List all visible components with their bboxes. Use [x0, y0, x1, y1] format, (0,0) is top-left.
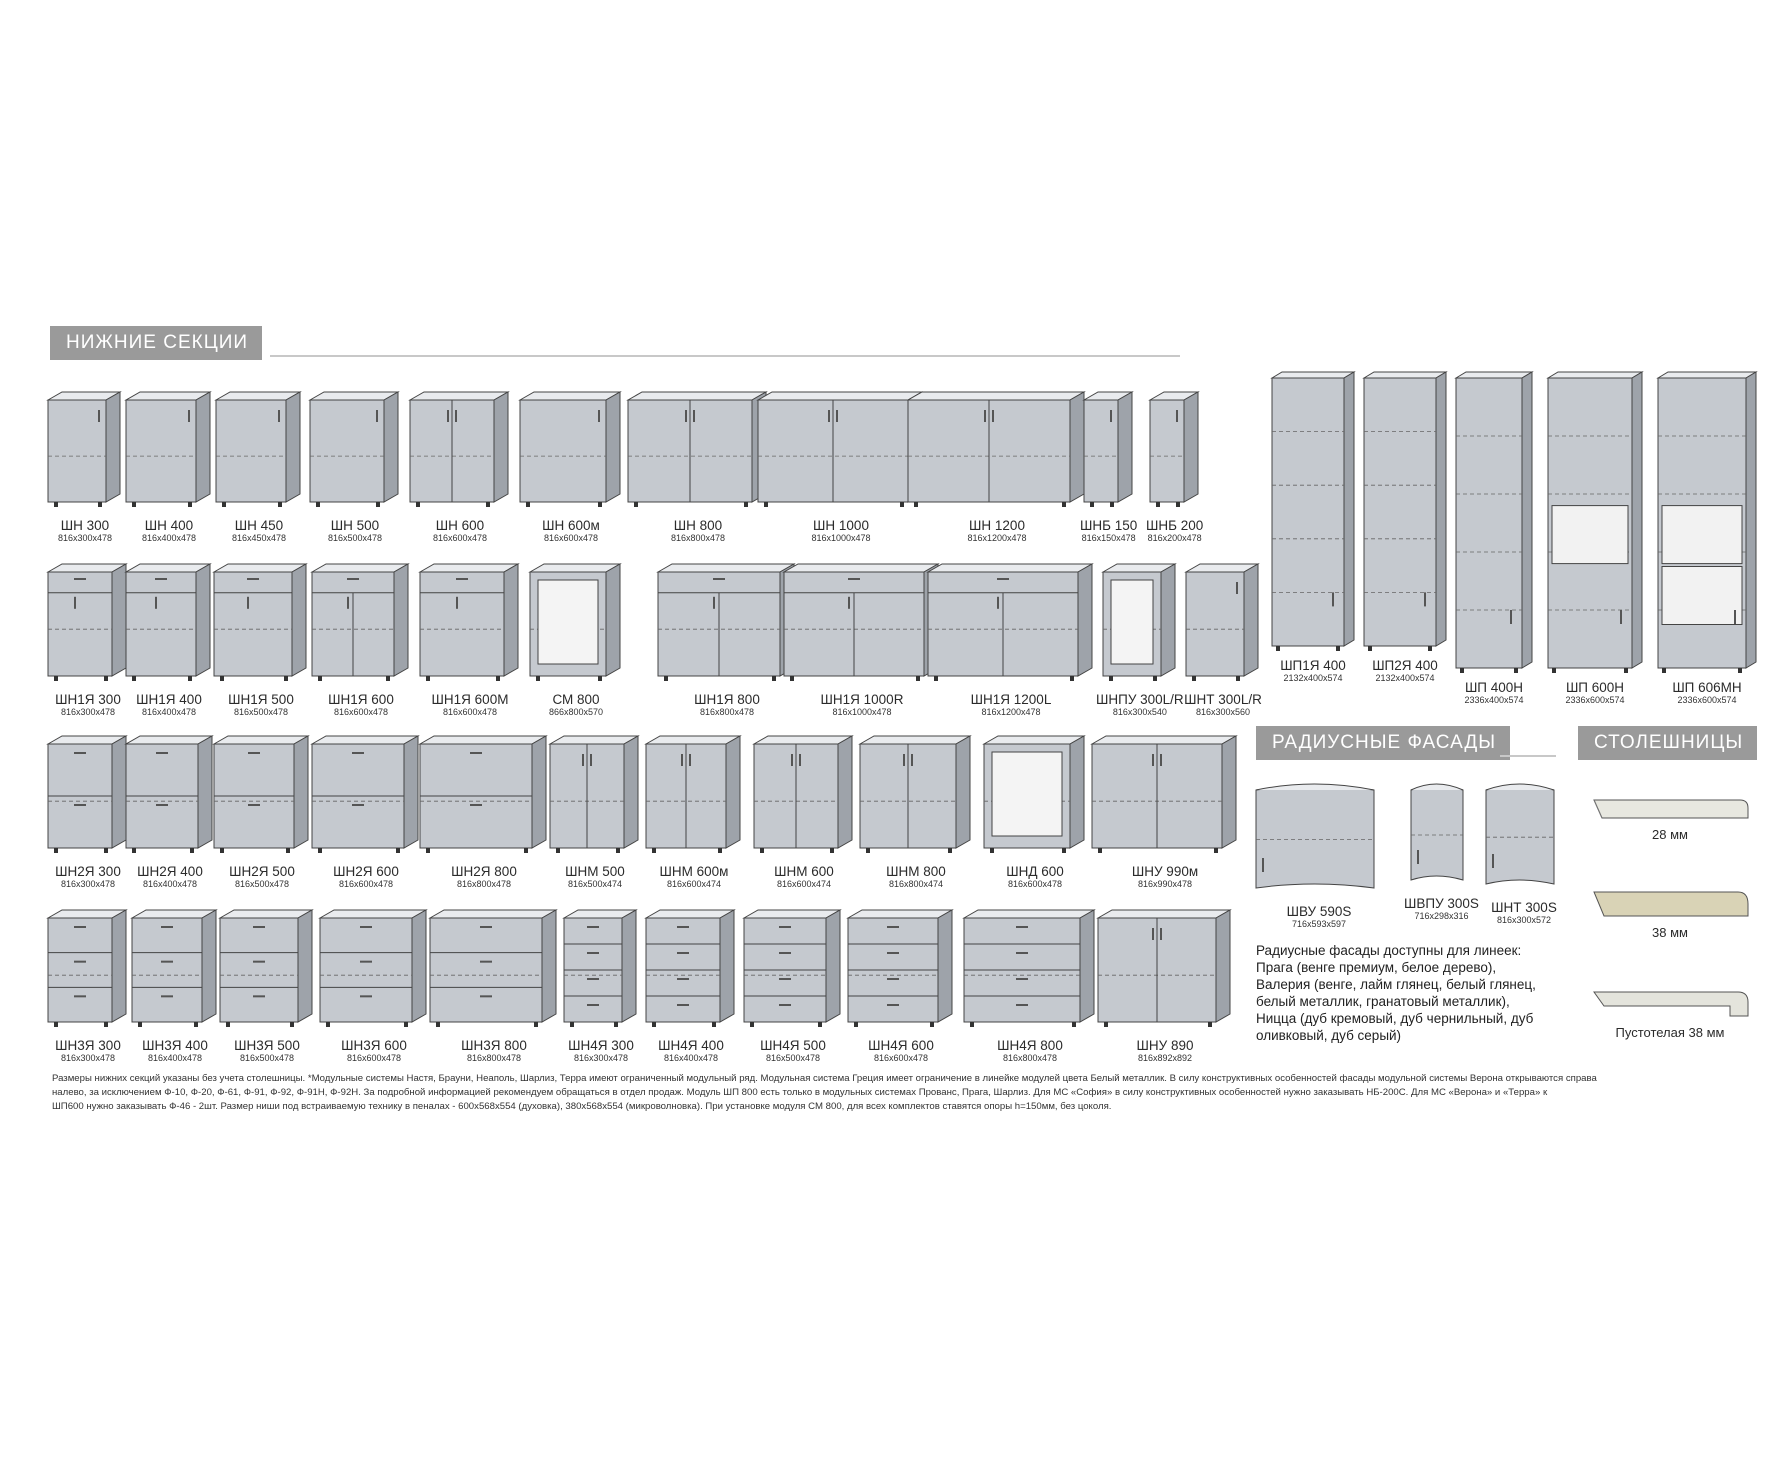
cabinet-drawing — [906, 390, 1088, 510]
cabinet-drawing — [1101, 562, 1179, 684]
cabinet-module — [212, 562, 310, 718]
module-name: ШН 400 — [144, 518, 194, 533]
cabinet-module — [124, 390, 214, 544]
cabinet-module — [926, 562, 1096, 718]
module-dimensions: 816x600x478 — [873, 1053, 929, 1063]
module-dimensions: 2336x400x574 — [1464, 695, 1524, 705]
cabinet-drawing — [1082, 390, 1136, 510]
cabinet-drawing — [1656, 370, 1758, 674]
cabinet-module — [212, 734, 312, 890]
module-name: ШНТ 300S — [1491, 900, 1557, 915]
cabinet-module — [418, 562, 522, 718]
cabinet-module — [752, 734, 856, 890]
cabinet-drawing — [1546, 370, 1644, 674]
cabinet-drawing — [752, 734, 856, 856]
cabinet-drawing — [1184, 562, 1262, 684]
cabinet-module — [1454, 370, 1534, 706]
module-dimensions: 816x800x478 — [699, 707, 755, 717]
countertop-38-profile — [1590, 888, 1750, 922]
cabinet-drawing — [124, 734, 216, 856]
module-name: ШВУ 590S — [1286, 904, 1352, 919]
module-dimensions: 816x600x478 — [338, 879, 394, 889]
module-name: ШН 600 — [435, 518, 485, 533]
module-dimensions: 816x1200x478 — [981, 707, 1041, 717]
cabinet-drawing — [756, 390, 926, 510]
cabinet-drawing — [214, 390, 304, 510]
header-radius-line — [1500, 755, 1556, 757]
module-dimensions: 816x400x478 — [663, 1053, 719, 1063]
cabinet-module — [124, 562, 214, 718]
module-name: ШНМ 500 — [565, 864, 625, 879]
header-radius-facades: РАДИУСНЫЕ ФАСАДЫ — [1256, 726, 1510, 760]
module-name: ШН 800 — [673, 518, 723, 533]
cabinet-module — [1404, 780, 1479, 922]
footnote — [52, 1072, 1732, 1114]
cabinet-module — [528, 562, 624, 718]
cabinet-module — [46, 562, 130, 718]
cabinet-module — [644, 908, 738, 1064]
cabinet-drawing — [308, 390, 402, 510]
footnote-line: налево, за исключением Ф-10, Ф-20, Ф-61, Ф-91, Ф-92, Ф-91Н, Ф-92Н. За подробной информацией рекомендуем обращаться в отдел продаж. Модуль ШП 800 есть только в модульных системах Прованс, Прага, Шарлиз. Для МС «София» в силу конструктивных особенностей нужно заказывать НБ-200С. Для МС «Верона» и «Терра» к — [52, 1087, 1548, 1098]
cabinet-drawing — [418, 734, 550, 856]
cabinet-module — [46, 390, 124, 544]
module-name: ШН1Я 1200L — [970, 692, 1052, 707]
cabinet-module — [626, 390, 770, 544]
cabinet-module — [214, 390, 304, 544]
cabinet-drawing — [846, 908, 956, 1030]
module-name: ШН2Я 500 — [229, 864, 295, 879]
module-dimensions: 716x298x316 — [1414, 911, 1469, 921]
cabinet-drawing — [982, 734, 1088, 856]
cabinet-drawing — [124, 562, 214, 684]
cabinet-module — [982, 734, 1088, 890]
module-dimensions: 816x500x478 — [327, 533, 383, 543]
module-name: ШП2Я 400 — [1372, 658, 1438, 673]
cabinet-module — [644, 734, 744, 890]
cabinet-drawing — [1484, 780, 1564, 894]
module-name: ШНМ 600 — [774, 864, 834, 879]
cabinet-drawing — [1096, 908, 1234, 1030]
cabinet-module — [518, 390, 624, 544]
module-dimensions: 816x600x478 — [1007, 879, 1063, 889]
module-name: ШН1Я 400 — [136, 692, 202, 707]
module-dimensions: 816x600x478 — [442, 707, 498, 717]
cabinet-drawing — [124, 390, 214, 510]
module-name: ШН4Я 400 — [658, 1038, 724, 1053]
cabinet-module — [1546, 370, 1644, 706]
cabinet-module — [782, 562, 942, 718]
cabinet-module — [46, 908, 130, 1064]
module-name: ШН 1000 — [813, 518, 869, 533]
cabinet-drawing — [130, 908, 220, 1030]
cabinet-drawing — [418, 562, 522, 684]
module-name: ШНУ 890 — [1136, 1038, 1194, 1053]
module-dimensions: 2132x400x574 — [1283, 673, 1343, 683]
cabinet-module — [124, 734, 216, 890]
module-dimensions: 816x800x478 — [1002, 1053, 1058, 1063]
cabinet-drawing — [926, 562, 1096, 684]
cabinet-module — [548, 734, 642, 890]
module-name: ШНМ 800 — [886, 864, 946, 879]
radius-note-line: Радиусные фасады доступны для линеек: — [1256, 943, 1522, 958]
module-dimensions: 816x300x572 — [1496, 915, 1552, 925]
module-name: ШН3Я 300 — [55, 1038, 121, 1053]
radius-note-line: Прага (венге премиум, белое дерево), — [1256, 960, 1497, 975]
header-lower-line — [270, 355, 1180, 357]
radius-note-line: белый металлик, гранатовый металлик), — [1256, 994, 1510, 1009]
cabinet-module — [310, 562, 412, 718]
module-name: ШП 400Н — [1464, 680, 1524, 695]
cabinet-drawing — [212, 734, 312, 856]
cabinet-module — [428, 908, 560, 1064]
module-dimensions: 816x500x474 — [567, 879, 623, 889]
module-dimensions: 816x150x478 — [1081, 533, 1136, 543]
footnote-line: ШП600 нужно заказывать Ф-46 - 2шт. Размер ниши под встраиваемую технику в пеналах - 600x568x554 (духовка), 380x568x554 (микроволновка). При установке модуля СМ 800, для всех комплектов ставятся опоры h=150мм, без цоколя. — [52, 1101, 1112, 1112]
module-dimensions: 816x600x478 — [432, 533, 488, 543]
cabinet-drawing — [742, 908, 844, 1030]
cabinet-module — [1270, 370, 1356, 684]
module-dimensions: 816x300x478 — [60, 707, 116, 717]
module-dimensions: 816x300x540 — [1112, 707, 1167, 717]
cabinet-drawing — [644, 734, 744, 856]
cabinet-module — [308, 390, 402, 544]
module-name: ШН4Я 500 — [760, 1038, 826, 1053]
module-name: ШН4Я 600 — [868, 1038, 934, 1053]
cabinet-module — [1146, 390, 1203, 544]
header-countertops: СТОЛЕШНИЦЫ — [1578, 726, 1757, 760]
cabinet-drawing — [518, 390, 624, 510]
cabinet-module — [1656, 370, 1758, 706]
module-dimensions: 816x400x478 — [142, 879, 198, 889]
module-name: СМ 800 — [552, 692, 600, 707]
cabinet-module — [130, 908, 220, 1064]
countertop-38 — [1590, 888, 1750, 940]
cabinet-drawing — [962, 908, 1098, 1030]
radius-note-line: Валерия (венге, лайм глянец, белый глянец, — [1256, 977, 1536, 992]
module-dimensions: 816x500x478 — [233, 707, 289, 717]
cabinet-drawing — [408, 390, 512, 510]
cabinet-module — [1090, 734, 1240, 890]
module-dimensions: 816x800x478 — [466, 1053, 522, 1063]
cabinet-drawing — [548, 734, 642, 856]
module-dimensions: 816x1000x478 — [811, 533, 871, 543]
countertop-label: 28 мм — [1652, 827, 1688, 842]
radius-note — [1256, 942, 1556, 1044]
module-name: ШН3Я 500 — [234, 1038, 300, 1053]
module-name: ШН2Я 800 — [451, 864, 517, 879]
module-dimensions: 816x1000x478 — [832, 707, 892, 717]
module-name: ШН1Я 800 — [694, 692, 760, 707]
radius-note-line: Ницца (дуб кремовый, дуб чернильный, дуб — [1256, 1011, 1534, 1026]
radius-note-line: оливковый, дуб серый) — [1256, 1028, 1402, 1043]
cabinet-module — [310, 734, 422, 890]
module-name: ШН3Я 400 — [142, 1038, 208, 1053]
module-name: ШН1Я 1000R — [820, 692, 904, 707]
module-name: ШН1Я 600 — [328, 692, 394, 707]
module-name: ШН2Я 300 — [55, 864, 121, 879]
cabinet-module — [756, 390, 926, 544]
cabinet-drawing — [46, 562, 130, 684]
module-dimensions: 816x892x892 — [1137, 1053, 1193, 1063]
footnote-line: Размеры нижних секций указаны без учета столешницы. *Модульные системы Настя, Брауни, Неаполь, Шарлиз, Терра имеют ограниченный модульный ряд. Модульная система Греция имеет ограничение в линейке модулей цвета Белый металлик. В силу конструктивных особенностей фасады модульной системы Верона открываются справа — [52, 1073, 1597, 1084]
cabinet-drawing — [626, 390, 770, 510]
cabinet-drawing — [212, 562, 310, 684]
cabinet-drawing — [46, 908, 130, 1030]
module-dimensions: 816x800x474 — [888, 879, 944, 889]
cabinet-module — [318, 908, 430, 1064]
module-name: ШН4Я 300 — [568, 1038, 634, 1053]
module-name: ШВПУ 300S — [1404, 896, 1479, 911]
module-name: ШНМ 600м — [659, 864, 729, 879]
cabinet-module — [1096, 908, 1234, 1064]
module-dimensions: 816x600x474 — [776, 879, 832, 889]
module-name: ШНБ 150 — [1080, 518, 1138, 533]
cabinet-module — [1096, 562, 1184, 718]
cabinet-module — [846, 908, 956, 1064]
cabinet-drawing — [656, 562, 798, 684]
module-dimensions: 816x600x478 — [543, 533, 599, 543]
module-dimensions: 2132x400x574 — [1375, 673, 1435, 683]
cabinet-drawing — [46, 734, 130, 856]
module-dimensions: 816x300x478 — [57, 533, 113, 543]
module-name: ШН1Я 500 — [228, 692, 294, 707]
cabinet-module — [418, 734, 550, 890]
cabinet-module — [408, 390, 512, 544]
module-dimensions: 816x300x478 — [60, 879, 116, 889]
module-dimensions: 816x500x478 — [765, 1053, 821, 1063]
module-dimensions: 816x400x478 — [141, 533, 197, 543]
module-dimensions: 816x300x478 — [573, 1053, 629, 1063]
cabinet-drawing — [46, 390, 124, 510]
cabinet-drawing — [1454, 370, 1534, 674]
cabinet-module — [562, 908, 640, 1064]
module-dimensions: 2336x600x574 — [1677, 695, 1737, 705]
module-dimensions: 816x400x478 — [141, 707, 197, 717]
module-name: ШН3Я 600 — [341, 1038, 407, 1053]
cabinet-module — [46, 734, 130, 890]
cabinet-drawing — [1148, 390, 1202, 510]
cabinet-drawing — [562, 908, 640, 1030]
module-dimensions: 816x600x474 — [666, 879, 722, 889]
module-dimensions: 2336x600x574 — [1565, 695, 1625, 705]
cabinet-drawing — [1254, 780, 1384, 898]
module-name: ШН4Я 800 — [997, 1038, 1063, 1053]
module-name: ШН1Я 300 — [55, 692, 121, 707]
countertop-hollow-38 — [1590, 988, 1750, 1040]
module-dimensions: 816x200x478 — [1147, 533, 1202, 543]
cabinet-drawing — [644, 908, 738, 1030]
module-name: ШН 500 — [330, 518, 380, 533]
module-name: ШН1Я 600М — [431, 692, 509, 707]
cabinet-module — [1080, 390, 1137, 544]
cabinet-drawing — [428, 908, 560, 1030]
module-dimensions: 816x600x478 — [333, 707, 389, 717]
cabinet-drawing — [1409, 780, 1473, 890]
countertop-label: Пустотелая 38 мм — [1615, 1025, 1725, 1040]
cabinet-module — [742, 908, 844, 1064]
module-dimensions: 816x1200x478 — [967, 533, 1027, 543]
countertop-hollow-profile — [1590, 988, 1750, 1022]
module-dimensions: 816x600x478 — [346, 1053, 402, 1063]
module-dimensions: 816x300x478 — [60, 1053, 116, 1063]
cabinet-module — [218, 908, 316, 1064]
cabinet-module — [962, 908, 1098, 1064]
cabinet-drawing — [310, 734, 422, 856]
module-name: ШНБ 200 — [1146, 518, 1204, 533]
module-dimensions: 816x500x478 — [239, 1053, 295, 1063]
header-lower-sections: НИЖНИЕ СЕКЦИИ — [50, 326, 262, 360]
cabinet-drawing — [1362, 370, 1448, 652]
module-name: ШН 1200 — [969, 518, 1025, 533]
module-dimensions: 816x500x478 — [234, 879, 290, 889]
cabinet-drawing — [782, 562, 942, 684]
cabinet-drawing — [318, 908, 430, 1030]
module-dimensions: 716x593x597 — [1291, 919, 1347, 929]
module-dimensions: 816x400x478 — [147, 1053, 203, 1063]
module-name: ШП 600Н — [1565, 680, 1625, 695]
cabinet-drawing — [218, 908, 316, 1030]
module-name: ШН 600м — [542, 518, 600, 533]
cabinet-module — [906, 390, 1088, 544]
module-name: ШНУ 990м — [1131, 864, 1199, 879]
module-name: ШНД 600 — [1006, 864, 1064, 879]
module-name: ШН2Я 600 — [333, 864, 399, 879]
countertop-28-profile — [1590, 794, 1750, 824]
module-dimensions: 866x800x570 — [548, 707, 604, 717]
countertop-28 — [1590, 794, 1750, 842]
cabinet-drawing — [1090, 734, 1240, 856]
module-name: ШНПУ 300L/R — [1096, 692, 1184, 707]
module-dimensions: 816x800x478 — [456, 879, 512, 889]
module-name: ШН3Я 800 — [461, 1038, 527, 1053]
cabinet-drawing — [858, 734, 974, 856]
module-dimensions: 816x450x478 — [231, 533, 287, 543]
cabinet-drawing — [1270, 370, 1356, 652]
cabinet-module — [656, 562, 798, 718]
module-name: ШН 300 — [60, 518, 110, 533]
module-name: ШНТ 300L/R — [1184, 692, 1262, 707]
cabinet-module — [858, 734, 974, 890]
cabinet-module — [1184, 562, 1262, 718]
module-name: ШП 606МН — [1672, 680, 1742, 695]
module-dimensions: 816x990x478 — [1137, 879, 1193, 889]
module-dimensions: 816x300x560 — [1195, 707, 1251, 717]
cabinet-drawing — [528, 562, 624, 684]
cabinet-module — [1484, 780, 1564, 926]
module-name: ШН 450 — [234, 518, 284, 533]
module-name: ШН2Я 400 — [137, 864, 203, 879]
module-dimensions: 816x800x478 — [670, 533, 726, 543]
cabinet-drawing — [310, 562, 412, 684]
cabinet-module — [1254, 780, 1384, 930]
module-name: ШП1Я 400 — [1280, 658, 1346, 673]
countertop-label: 38 мм — [1652, 925, 1688, 940]
cabinet-module — [1362, 370, 1448, 684]
